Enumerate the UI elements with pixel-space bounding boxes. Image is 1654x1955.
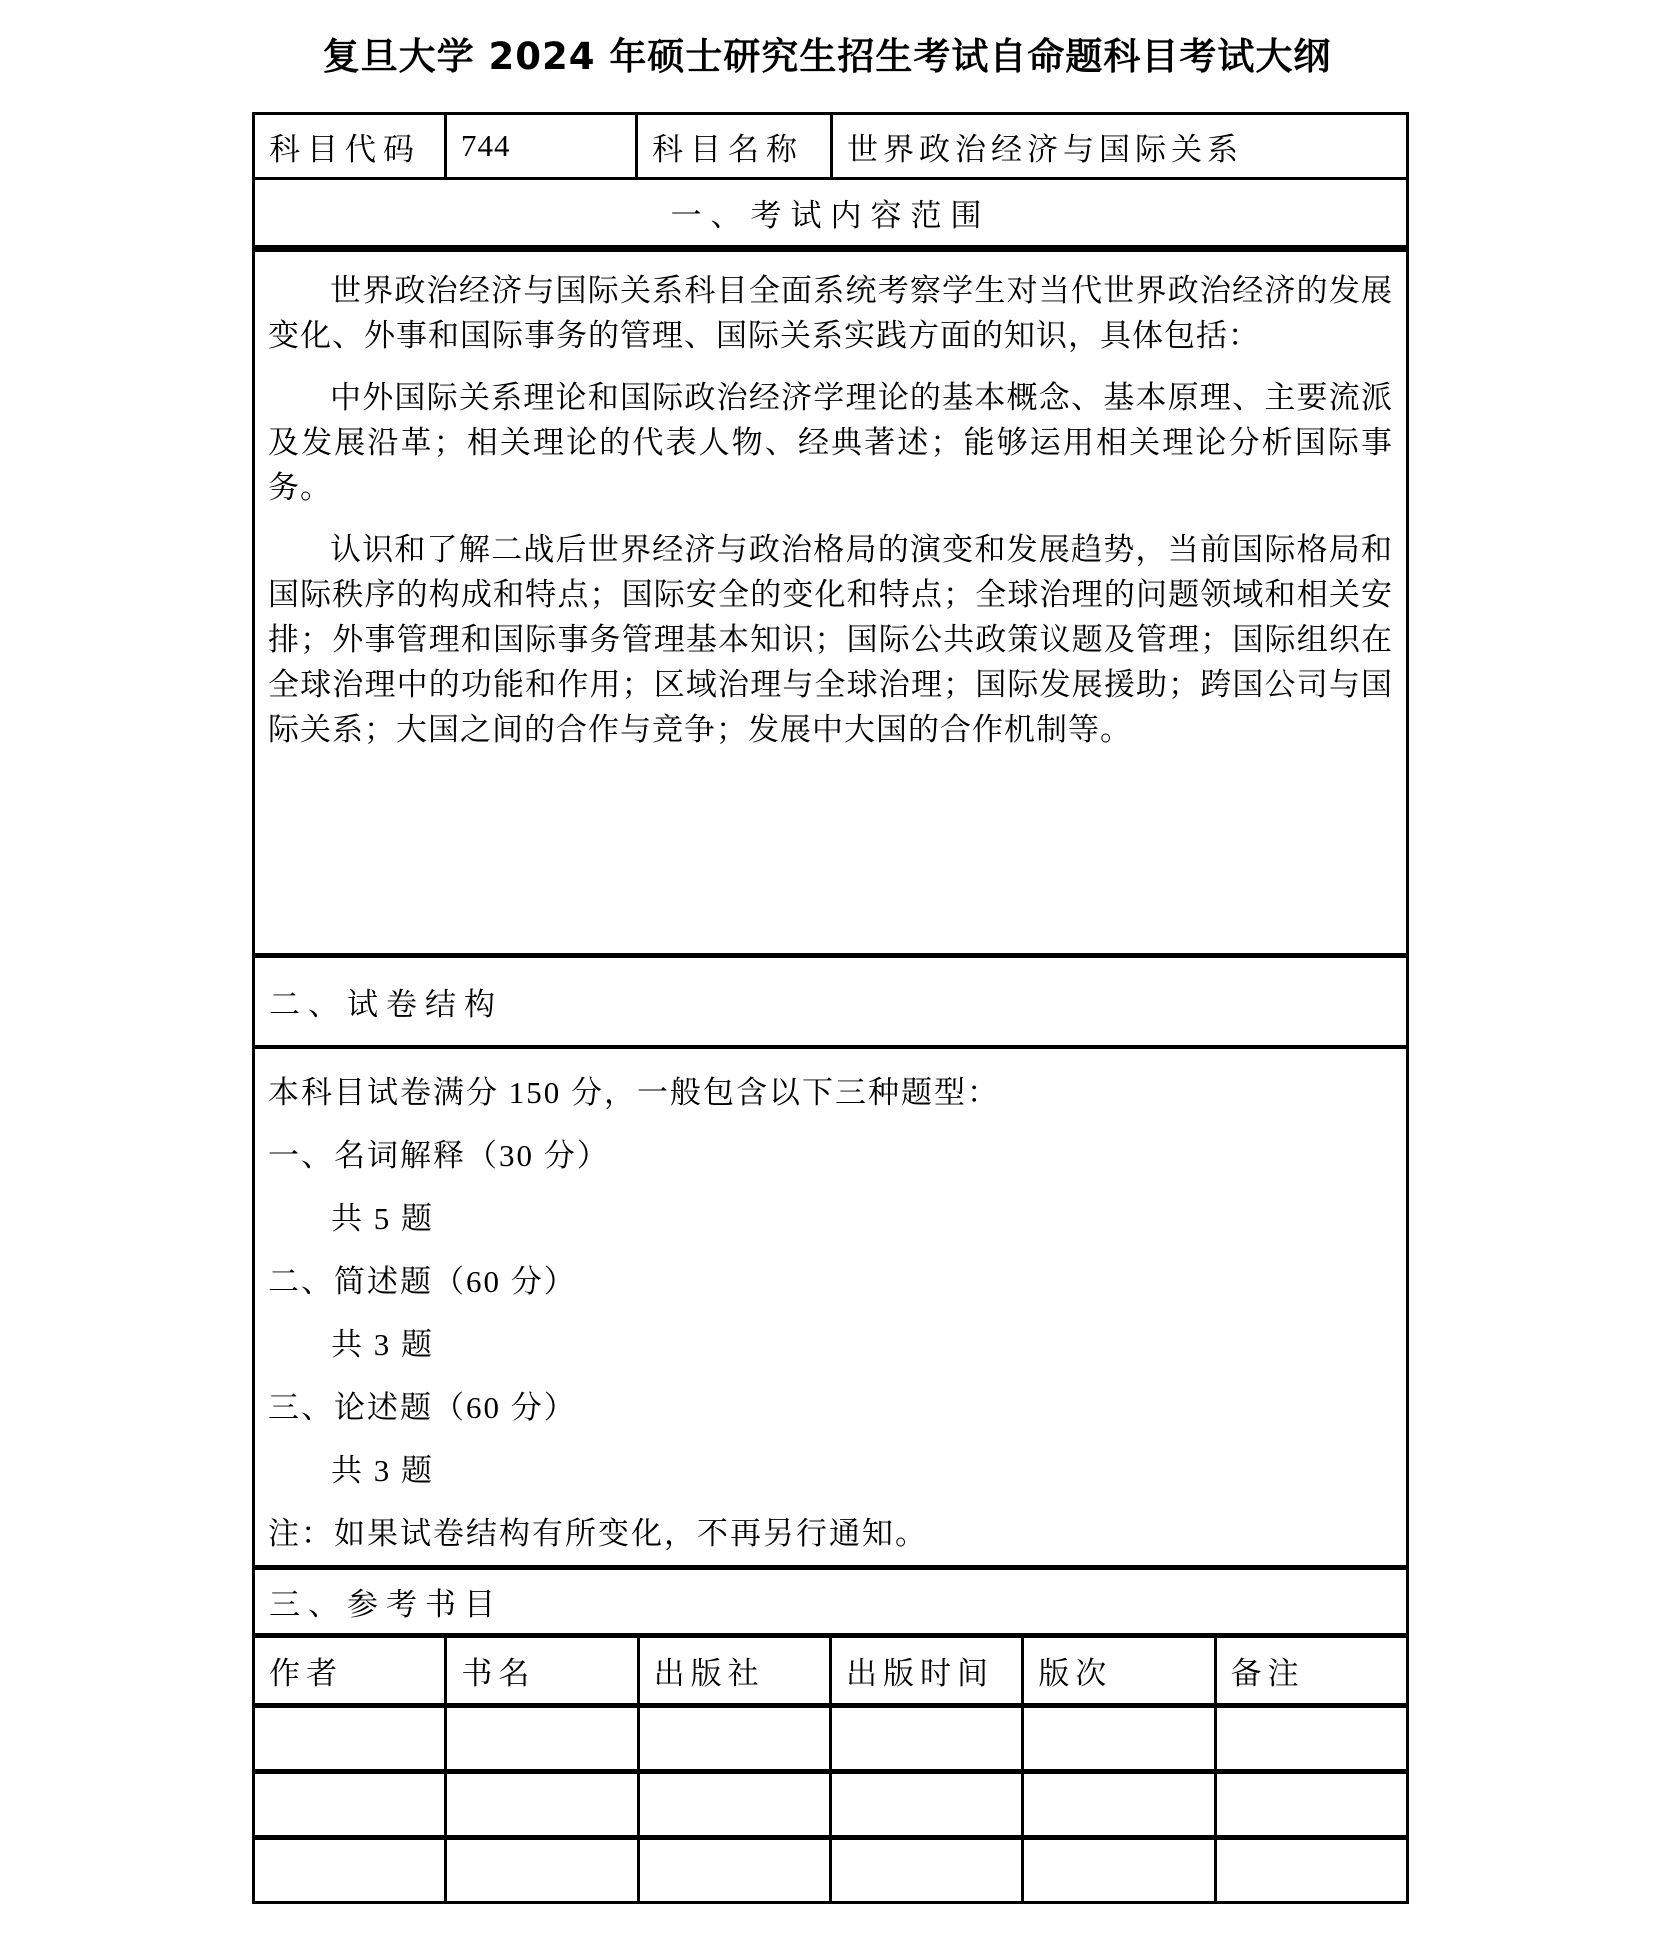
table-cell — [829, 1774, 1021, 1835]
reference-table-row — [255, 1769, 1406, 1835]
exam-structure-line: 共 3 题 — [331, 1327, 434, 1362]
reference-header-book-title: 书名 — [444, 1638, 636, 1703]
reference-header-author: 作者 — [269, 1656, 343, 1691]
table-cell — [1214, 1840, 1406, 1901]
reference-header-publish-date: 出版时间 — [829, 1638, 1021, 1703]
section2-heading: 二、试卷结构 — [255, 953, 1406, 1045]
table-cell — [1021, 1708, 1213, 1769]
subject-row — [255, 115, 1406, 177]
table-cell — [637, 1708, 829, 1769]
table-cell — [1021, 1840, 1213, 1901]
subject-code-label: 科目代码 — [269, 131, 421, 167]
exam-structure-line: 共 3 题 — [331, 1453, 434, 1488]
table-cell — [1021, 1774, 1213, 1835]
table-cell — [444, 1774, 636, 1835]
section1-paragraph: 中外国际关系理论和国际政治经济学理论的基本概念、基本原理、主要流派及发展沿革；相关理论的代表人物、经典著述；能够运用相关理论分析国际事务。 — [268, 380, 1393, 505]
exam-structure-note: 注：如果试卷结构有所变化，不再另行通知。 — [268, 1516, 928, 1551]
reference-table-header-row — [255, 1633, 1406, 1703]
subject-code-value: 744 — [444, 115, 635, 177]
exam-structure-line: 共 5 题 — [331, 1201, 434, 1236]
table-cell — [829, 1708, 1021, 1769]
exam-outline-table — [252, 112, 1409, 1904]
subject-name-value: 世界政治经济与国际关系 — [830, 115, 1406, 177]
section3-heading: 三、参考书目 — [255, 1565, 1406, 1633]
reference-books-table — [255, 1633, 1406, 1901]
subject-name-label: 科目名称 — [635, 115, 830, 177]
reference-header-edition: 版次 — [1021, 1638, 1213, 1703]
exam-structure-line: 一、名词解释（30 分） — [268, 1138, 610, 1173]
exam-structure-line: 本科目试卷满分 150 分，一般包含以下三种题型： — [268, 1075, 1000, 1110]
table-cell — [255, 1774, 444, 1835]
table-cell — [1214, 1774, 1406, 1835]
section1-heading: 一、考试内容范围 — [255, 177, 1406, 245]
table-cell — [637, 1840, 829, 1901]
reference-table-row — [255, 1835, 1406, 1901]
exam-structure-line: 三、论述题（60 分） — [268, 1390, 577, 1425]
reference-header-remarks: 备注 — [1214, 1638, 1406, 1703]
table-cell — [444, 1708, 636, 1769]
table-cell — [829, 1840, 1021, 1901]
table-cell — [255, 1840, 444, 1901]
table-cell — [444, 1840, 636, 1901]
section1-content — [255, 245, 1406, 953]
table-cell — [1214, 1708, 1406, 1769]
page-title: 复旦大学 2024 年硕士研究生招生考试自命题科目考试大纲 — [322, 35, 1332, 78]
section1-paragraph: 认识和了解二战后世界经济与政治格局的演变和发展趋势，当前国际格局和国际秩序的构成和特点；国际安全的变化和特点；全球治理的问题领域和相关安排；外事管理和国际事务管理基本知识；国际公共政策议题及管理；国际组织在全球治理中的功能和作用；区域治理与全球治理；国际发展援助；跨国公司与国际关系；大国之间的合作与竞争；发展中大国的合作机制等。 — [268, 532, 1393, 747]
table-cell — [637, 1774, 829, 1835]
exam-structure-line: 二、简述题（60 分） — [268, 1264, 577, 1299]
reference-header-publisher: 出版社 — [637, 1638, 829, 1703]
section2-content — [255, 1045, 1406, 1565]
table-cell — [255, 1708, 444, 1769]
section1-paragraph: 世界政治经济与国际关系科目全面系统考察学生对当代世界政治经济的发展变化、外事和国际事务的管理、国际关系实践方面的知识，具体包括： — [268, 273, 1393, 353]
reference-table-row — [255, 1703, 1406, 1769]
